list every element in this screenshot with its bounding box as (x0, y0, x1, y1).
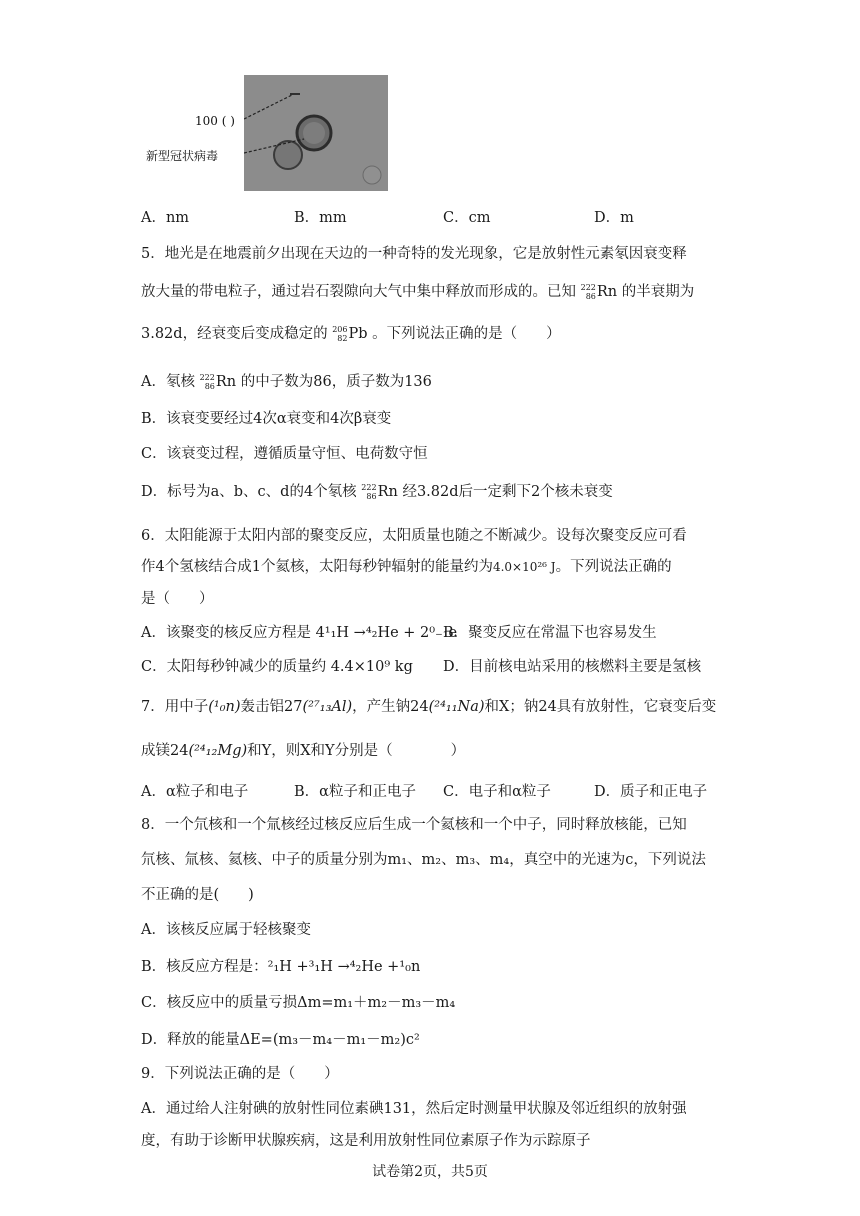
q7-option-d: D．质子和正电子 (594, 784, 708, 800)
pb-symbol: Pb (348, 326, 368, 342)
q7-line-2 (141, 741, 465, 761)
sodium-symbol: (²⁴₁₁Na) (428, 699, 485, 715)
q4-option-c: C．cm (443, 210, 491, 226)
rn-symbol: Rn (215, 374, 237, 390)
page-footer: 试卷第2页，共5页 (372, 1164, 488, 1180)
q7-line-1-d: 和X；钠24具有放射性，它衰变后变 (484, 699, 717, 715)
rn-nuclide-numbers-d (361, 483, 376, 501)
q8-option-a: A．该核反应属于轻核聚变 (141, 922, 311, 938)
q7-line-1 (141, 697, 716, 717)
q5-option-d-suffix: 经3.82d后一定剩下2个核未衰变 (402, 484, 613, 500)
micrograph-drawing (244, 75, 388, 191)
rn-mass-number: 222 (361, 483, 377, 492)
q7-line-2-a: 成镁24 (141, 743, 189, 759)
q5-option-d (141, 482, 613, 502)
rn-mass-number: 222 (199, 373, 215, 382)
q8-line-2: 氘核、氚核、氦核、中子的质量分别为m₁、m₂、m₃、m₄，真空中的光速为c，下列说法 (141, 852, 706, 868)
q5-option-a-suffix: 的中子数为86，质子数为136 (240, 374, 432, 390)
q4-option-b: B．mm (294, 210, 347, 226)
rn-mass-number: 222 (580, 283, 596, 292)
aluminum-symbol: (²⁷₁₃Al) (302, 699, 353, 715)
q6-option-d: D．目前核电站采用的核燃料主要是氢核 (443, 659, 702, 675)
q6-line-1: 6．太阳能源于太阳内部的聚变反应，太阳质量也随之不断减少。设每次聚变反应可看 (141, 528, 687, 544)
q6-line-2-a: 作4个氢核结合成1个氦核，太阳每秒钟辐射的能量约为 (141, 559, 493, 575)
q7-line-1-c: ，产生钠24 (352, 699, 429, 715)
neutron-symbol: (¹₀n) (208, 699, 241, 715)
q6-option-a: A．该聚变的核反应方程是 4¹₁H →⁴₂He + 2⁰₋₁e (141, 625, 458, 641)
q8-option-b: B．核反应方程是：²₁H +³₁H →⁴₂He +¹₀n (141, 959, 421, 975)
rn-symbol: Rn (377, 484, 398, 500)
q6-option-b: B．聚变反应在常温下也容易发生 (443, 625, 657, 641)
q9-option-a-line-1: A．通过给人注射碘的放射性同位素碘131，然后定时测量甲状腺及邻近组织的放射强 (141, 1101, 687, 1117)
rn-nuclide-numbers (581, 283, 596, 301)
q5-option-a-prefix: A．氡核 (141, 374, 195, 390)
q5-line-3-b: 。下列说法正确的是（ ） (372, 326, 561, 342)
q5-line-2-text: 放大量的带电粒子，通过岩石裂隙向大气中集中释放而形成的。已知 (141, 284, 576, 300)
q7-option-a: A．α粒子和电子 (141, 784, 249, 800)
q5-line-3-a: 3.82d，经衰变后变成稳定的 (141, 326, 328, 342)
q6-line-2 (141, 557, 672, 577)
q5-line-2 (141, 282, 694, 302)
rn-atomic-number: 86 (585, 292, 596, 301)
q7-line-1-a: 7．用中子 (141, 699, 209, 715)
magnesium-symbol: (²⁴₁₂Mg) (188, 743, 248, 759)
q5-option-a (141, 372, 432, 392)
q6-line-2-c: 。下列说法正确的 (555, 559, 672, 575)
q5-line-3 (141, 324, 561, 344)
q6-energy-value: 4.0×10²⁶ J (492, 560, 556, 574)
q9-option-a-line-2: 度，有助于诊断甲状腺疾病，这是利用放射性同位素原子作为示踪原子 (141, 1133, 591, 1149)
q8-line-3: 不正确的是( ) (141, 887, 254, 903)
rn-atomic-number: 86 (204, 382, 215, 391)
q7-option-c: C．电子和α粒子 (443, 784, 551, 800)
pb-mass-number: 206 (332, 325, 348, 334)
q8-option-d: D．释放的能量ΔE=(m₃－m₄－m₁－m₂)c² (141, 1032, 420, 1048)
q5-option-d-prefix: D．标号为a、b、c、d的4个氡核 (141, 484, 357, 500)
q7-line-1-b: 轰击铝27 (240, 699, 303, 715)
q9-line-1: 9．下列说法正确的是（ ） (141, 1066, 339, 1082)
q5-line-1: 5．地光是在地震前夕出现在天边的一种奇特的发光现象，它是放射性元素氡因衰变释 (141, 246, 687, 262)
q5-option-c: C．该衰变过程，遵循质量守恒、电荷数守恒 (141, 446, 428, 462)
q6-line-3: 是（ ） (141, 591, 214, 607)
q5-option-b: B．该衰变要经过4次α衰变和4次β衰变 (141, 411, 392, 427)
rn-atomic-number: 86 (366, 492, 377, 501)
pb-nuclide-numbers (332, 325, 347, 343)
figure-virus-label: 新型冠状病毒 (146, 149, 219, 163)
q6-option-c: C．太阳每秒钟减少的质量约 4.4×10⁹ kg (141, 659, 413, 675)
rn-nuclide-numbers-a (200, 373, 215, 391)
figure-scale-label: 100 ( ) (195, 114, 235, 128)
q7-option-b: B．α粒子和正电子 (294, 784, 416, 800)
q5-line-2-tail: 的半衰期为 (621, 284, 695, 300)
q8-option-c: C．核反应中的质量亏损Δm=m₁＋m₂－m₃－m₄ (141, 995, 456, 1011)
q8-line-1: 8．一个氘核和一个氚核经过核反应后生成一个氦核和一个中子，同时释放核能，已知 (141, 817, 687, 833)
rn-symbol: Rn (596, 284, 618, 300)
q4-option-d: D．m (594, 210, 634, 226)
pb-atomic-number: 82 (337, 334, 348, 343)
q7-line-2-b: 和Y，则X和Y分别是（ ） (247, 743, 466, 759)
virus-micrograph (244, 75, 388, 191)
q4-option-a: A．nm (141, 210, 190, 226)
